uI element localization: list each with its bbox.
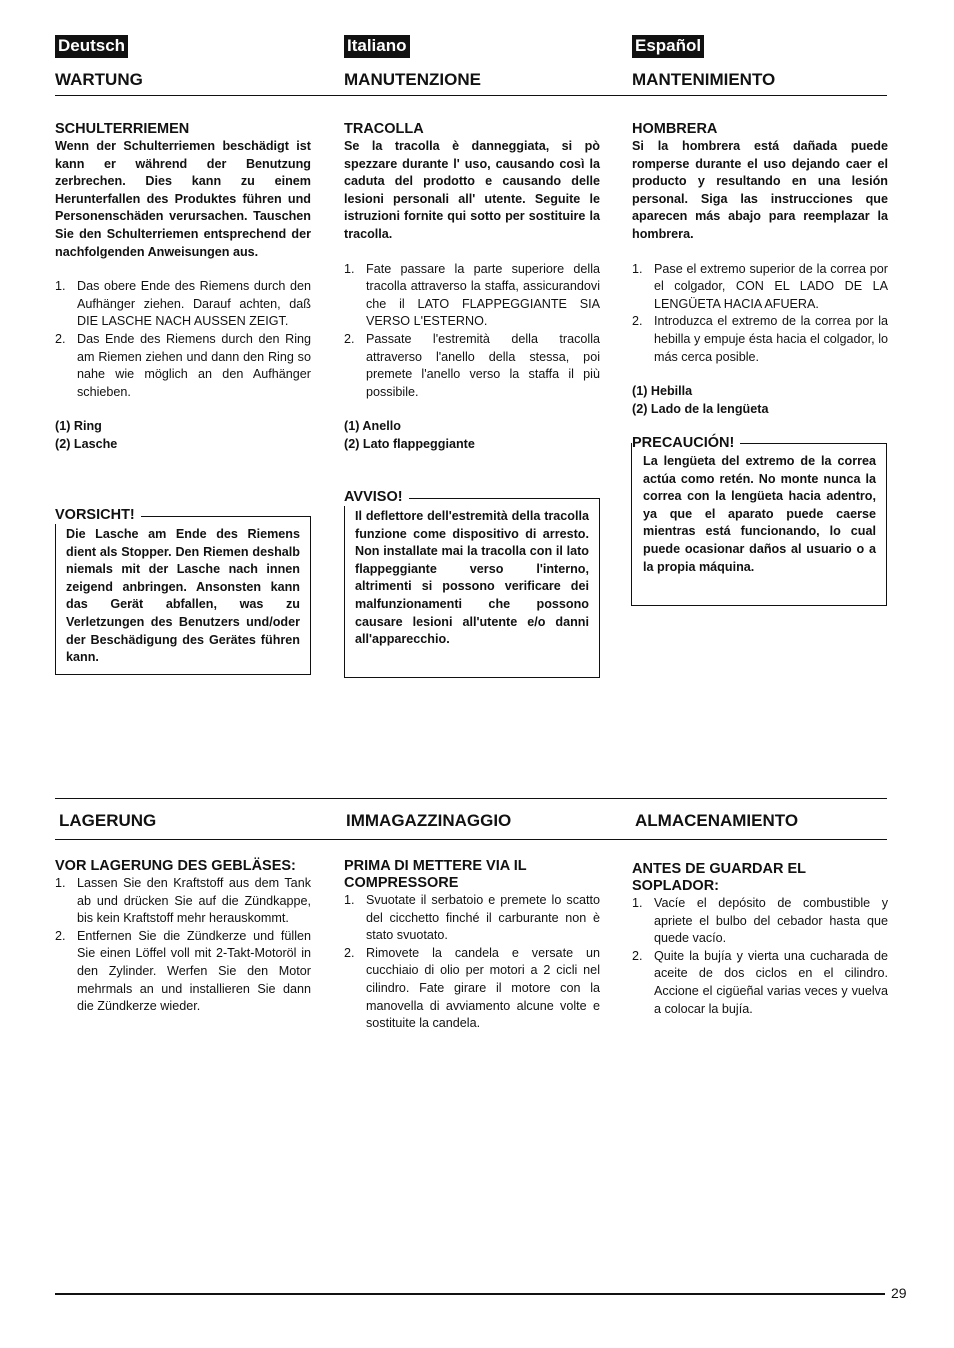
step-item: 1. Vacíe el depósito de combustible y apriete el bulbo del cebador hasta que quede vacío. — [632, 896, 888, 946]
language-tab-de: Deutsch — [55, 35, 128, 58]
footer-rule — [55, 1293, 885, 1295]
step-item: 2. Das Ende des Riemens durch den Ring am Riemen ziehen und dann den Ring so nahe wie möglich an den Aufhänger schieben. — [55, 331, 311, 399]
label-item: (2) Lasche — [55, 436, 118, 451]
storage-heading-de: VOR LAGERUNG DES GEBLÄSES: — [55, 858, 296, 874]
language-tab-it: Italiano — [344, 35, 410, 58]
storage-heading-es: ANTES DE GUARDAR EL SOPLADOR: — [632, 861, 806, 894]
section-title-it: MANUTENZIONE — [344, 70, 481, 89]
storage-heading-it: PRIMA DI METTERE VIA IL COMPRESSORE — [344, 858, 527, 891]
intro-it: Se la tracolla è danneggiata, si pò spezzare durante l' uso, causando così la caduta del prodotto e causando delle lesioni personali all' utente. Seguite le istruzioni fornite qui sotto per sostituire la tracolla. — [344, 139, 600, 241]
step-item: 1. Das obere Ende des Riemens durch den Aufhänger ziehen. Darauf achten, daß DIE LASCHE NACH AUSSEN ZEIGT. — [55, 279, 311, 329]
step-item: 2. Introduzca el extremo de la correa por la hebilla y empuje ésta hacia el colgador, lo más cerca posible. — [632, 314, 888, 364]
column-it-maintenance — [344, 121, 600, 454]
language-tab-es: Español — [632, 35, 704, 58]
step-item: 2. Quite la bujía y vierta una cucharada de aceite de dos ciclos en el cilindro. Accione el cigüeñal varias veces y vuelva a colocar la bujía. — [632, 948, 888, 1016]
step-item: 1. Pase el extremo superior de la correa por el colgador, CON EL LADO DE LA LENGÜETA HACIA AFUERA. — [632, 261, 888, 311]
label-item: (1) Ring — [55, 419, 102, 434]
section-title-es: MANTENIMIENTO — [632, 70, 776, 89]
storage-top-rule — [55, 798, 887, 799]
warning-box-it — [344, 498, 600, 678]
labels-de — [55, 418, 311, 453]
heading-it: TRACOLLA — [344, 121, 424, 137]
labels-es — [632, 383, 888, 418]
label-item: (1) Hebilla — [632, 384, 693, 399]
warning-box-es — [631, 443, 887, 606]
warning-text-de: Die Lasche am Ende des Riemens dient als Stopper. Den Riemen deshalb niemals mit der Lasche nach innen zeigend anbringen. Ansonsten kann das Gerät abfallen, was zu Verletzungen des Benutzers und/oder der Beschädigung des Gerätes führen kann. — [66, 527, 300, 665]
section-title-storage-de: LAGERUNG — [59, 811, 157, 830]
warning-title-it: AVVISO! — [344, 489, 409, 506]
heading-es: HOMBRERA — [632, 121, 718, 137]
warning-title-de: VORSICHT! — [55, 507, 141, 524]
label-item: (2) Lato flappeggiante — [344, 436, 475, 451]
intro-es: Si la hombrera está dañada puede romperse durante el uso dejando caer el producto y resultando en una lesión personal. Siga las instrucciones que aparecen más abajo para reemplazar la hombrera. — [632, 139, 888, 241]
warning-box-de — [55, 516, 311, 675]
heading-de: SCHULTERRIEMEN — [55, 121, 190, 137]
warning-text-es: La lengüeta del extremo de la correa actúa como retén. No monte nunca la correa con la lengüeta hacia adentro, ya que el aparato puede caerse mientras está funcionando, lo cual puede ocasionar daños al usuario o a la propia máquina. — [643, 454, 876, 574]
label-item: (1) Anello — [344, 419, 401, 434]
label-item: (2) Lado de la lengüeta — [632, 401, 769, 416]
section-title-storage-it: IMMAGAZZINAGGIO — [346, 811, 512, 830]
intro-de: Wenn der Schulterriemen beschädigt ist kann er während der Benutzung zerbrechen. Dies kann zu einem Herunterfallen des Produktes führen und Personenschäden verursachen. Tauschen Sie den Schulterriemen entsprechend der nachfolgenden Anweisungen aus. — [55, 139, 311, 259]
step-item: 1. Svuotate il serbatoio e premete lo scatto del cicchetto finché il carburante non è stato svuotato. — [344, 893, 600, 943]
steps-de — [55, 278, 311, 401]
step-item: 2. Rimovete la candela e versate un cucchiaio di olio per motori a 2 cicli nel cilindro. Fate girare il motore con la manovella di avviamento alcune volte e sostituite la candela. — [344, 945, 600, 1031]
column-de-maintenance — [55, 121, 311, 454]
steps-it — [344, 261, 600, 402]
storage-steps-it — [344, 892, 600, 1033]
labels-it — [344, 418, 600, 453]
warning-title-es: PRECAUCIÓN! — [632, 435, 740, 452]
column-it-storage — [344, 858, 600, 1033]
step-item: 2. Passate l'estremità della tracolla attraverso l'anello della stessa, poi premete l'anello verso la staffa il più possibile. — [344, 331, 600, 399]
storage-bottom-rule — [55, 839, 887, 840]
page-number: 29 — [891, 1285, 907, 1301]
warning-text-it: Il deflettore dell'estremità della tracolla funzione come dispositivo di arresto. Non installate mai la tracolla con il lato flappeggiante verso l'interno, altrimenti si possono verificare dei malfunzionamenti che possono causare lesioni all'utente e/o danni all'apparecchio. — [355, 509, 589, 647]
storage-steps-de — [55, 875, 311, 1016]
column-es-storage — [632, 861, 888, 1018]
storage-steps-es — [632, 895, 888, 1018]
column-es-maintenance — [632, 121, 888, 418]
step-item: 1. Lassen Sie den Kraftstoff aus dem Tank ab und drücken Sie auf die Zündkappe, bis kein Kraftstoff mehr herauskommt. — [55, 876, 311, 926]
section-title-de: WARTUNG — [55, 70, 143, 89]
section-title-storage-es: ALMACENAMIENTO — [635, 811, 799, 830]
steps-es — [632, 261, 888, 367]
step-item: 2. Entfernen Sie die Zündkerze und füllen Sie einen Löffel voll mit 2-Takt-Motoröl in den Zylinder. Werfen Sie den Motor mehrmals an und installieren Sie dann die Zündkerze wieder. — [55, 928, 311, 1014]
top-section-rule — [55, 95, 887, 96]
column-de-storage — [55, 858, 311, 1016]
step-item: 1. Fate passare la parte superiore della tracolla attraverso la staffa, assicurandovi che il LATO FLAPPEGGIANTE SIA VERSO L'ESTERNO. — [344, 261, 600, 329]
